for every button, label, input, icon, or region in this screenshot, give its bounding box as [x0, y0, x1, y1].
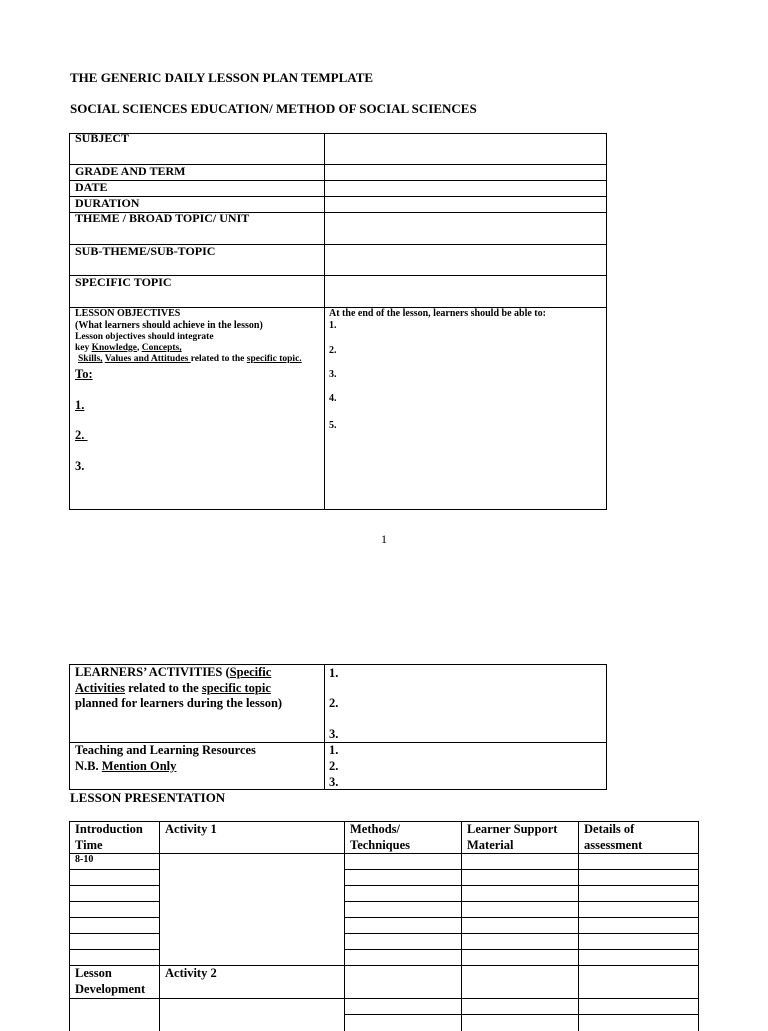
- techniques-label: Techniques: [350, 838, 410, 852]
- details-of-label: Details of: [584, 822, 635, 836]
- right-item-5: 5.: [329, 420, 337, 431]
- row-divider: [69, 180, 607, 181]
- objective-item-3: 3.: [75, 459, 85, 473]
- objective-item-1: 1.: [75, 398, 85, 412]
- activities-column-divider: [324, 664, 325, 790]
- resource-item-1: 1.: [329, 743, 339, 757]
- activity2-label: Activity 2: [165, 966, 217, 980]
- document-title: THE GENERIC DAILY LESSON PLAN TEMPLATE: [70, 70, 374, 85]
- right-item-2: 2.: [329, 345, 337, 356]
- row-line: [69, 869, 159, 870]
- activities-label-line1: LEARNERS’ ACTIVITIES (Specific: [75, 665, 272, 679]
- right-item-4: 4.: [329, 393, 337, 404]
- duration-label: DURATION: [75, 196, 140, 210]
- grade-term-label: GRADE AND TERM: [75, 164, 186, 178]
- row-line: [344, 901, 699, 902]
- page-number: 1: [381, 532, 387, 546]
- resource-item-2: 2.: [329, 759, 339, 773]
- row-divider: [69, 196, 607, 197]
- row-line: [69, 933, 159, 934]
- resources-label: Teaching and Learning Resources: [75, 743, 256, 757]
- objective-item-2: 2.: [75, 428, 88, 442]
- info-table-column-divider: [324, 133, 325, 510]
- objectives-line3: key Knowledge, Concepts,: [75, 343, 182, 353]
- objectives-to: To:: [75, 367, 93, 381]
- lesson-label: Lesson: [75, 966, 112, 980]
- right-item-1: 1.: [329, 320, 337, 331]
- time-value: 8-10: [75, 854, 94, 865]
- row-line: [69, 949, 159, 950]
- activity1-label: Activity 1: [165, 822, 217, 836]
- sub-theme-label: SUB-THEME/SUB-TOPIC: [75, 244, 216, 258]
- development-label: Development: [75, 982, 146, 996]
- activity-item-3: 3.: [329, 727, 339, 741]
- section-divider: [69, 965, 699, 966]
- row-line: [344, 949, 699, 950]
- objectives-right-heading: At the end of the lesson, learners should be able to:: [329, 308, 546, 319]
- row-line: [344, 885, 699, 886]
- activity-item-1: 1.: [329, 666, 339, 680]
- right-item-3: 3.: [329, 369, 337, 380]
- resource-item-3: 3.: [329, 775, 339, 789]
- material-label: Material: [467, 838, 514, 852]
- row-line: [69, 901, 159, 902]
- theme-label: THEME / BROAD TOPIC/ UNIT: [75, 211, 250, 225]
- objectives-line4: Skills, Values and Attitudes related to the specific topic.: [78, 354, 302, 364]
- row-line: [69, 917, 159, 918]
- objectives-heading: LESSON OBJECTIVES: [75, 308, 181, 319]
- activities-label-line3: planned for learners during the lesson): [75, 696, 283, 710]
- date-label: DATE: [75, 180, 108, 194]
- methods-label: Methods/: [350, 822, 400, 836]
- row-line: [344, 1014, 699, 1015]
- objectives-line1: (What learners should achieve in the lesson): [75, 320, 263, 331]
- activities-label-line2: Activities related to the specific topic: [75, 681, 271, 695]
- introduction-label: Introduction: [75, 822, 143, 836]
- row-line: [69, 885, 159, 886]
- document-subtitle: SOCIAL SCIENCES EDUCATION/ METHOD OF SOCIAL SCIENCES: [70, 101, 477, 116]
- row-line: [344, 917, 699, 918]
- subject-label: SUBJECT: [75, 131, 130, 145]
- specific-topic-label: SPECIFIC TOPIC: [75, 275, 172, 289]
- activity-item-2: 2.: [329, 696, 339, 710]
- assessment-label: assessment: [584, 838, 643, 852]
- row-line: [69, 998, 699, 999]
- header-bottom-line: [69, 853, 699, 854]
- row-line: [344, 869, 699, 870]
- lesson-presentation-heading: LESSON PRESENTATION: [70, 790, 226, 805]
- resources-note: N.B. Mention Only: [75, 759, 177, 773]
- row-line: [344, 933, 699, 934]
- objectives-line2: Lesson objectives should integrate: [75, 332, 214, 342]
- learner-support-label: Learner Support: [467, 822, 558, 836]
- time-label: Time: [75, 838, 103, 852]
